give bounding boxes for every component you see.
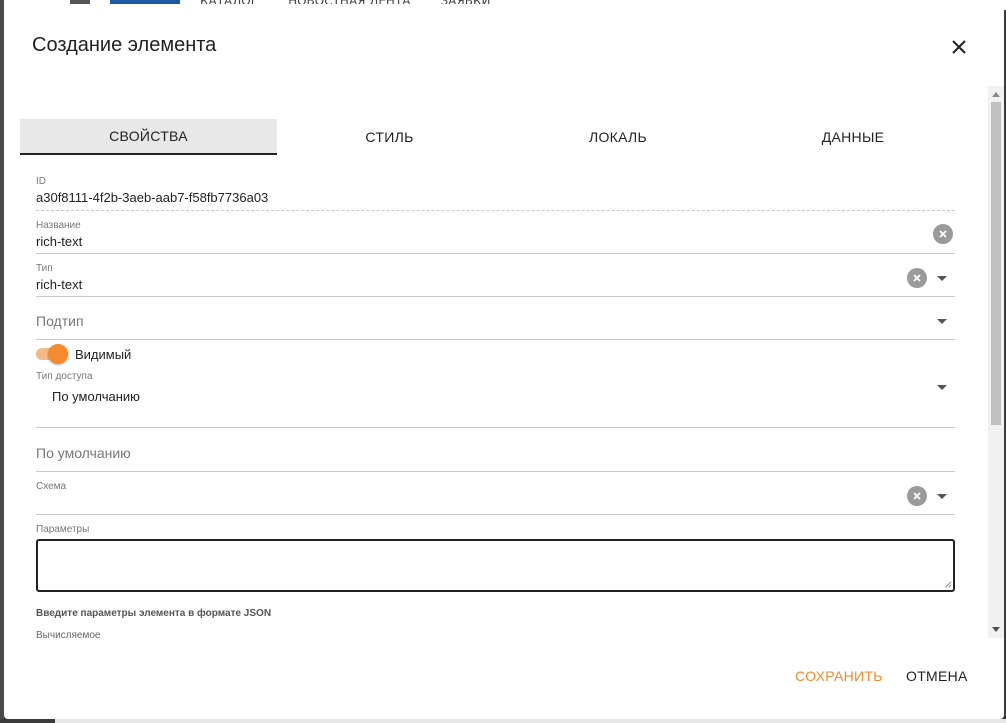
default-underline bbox=[36, 471, 955, 472]
schema-label: Схема bbox=[36, 481, 67, 492]
create-element-dialog bbox=[4, 4, 1004, 719]
clear-schema-icon[interactable] bbox=[907, 486, 927, 506]
schema-dropdown-arrow-icon[interactable] bbox=[937, 494, 947, 499]
default-field[interactable] bbox=[36, 438, 955, 472]
id-field bbox=[36, 176, 955, 212]
params-hint: Введите параметры элемента в формате JSON bbox=[36, 608, 272, 619]
name-field[interactable] bbox=[36, 220, 955, 254]
name-input[interactable]: rich-text bbox=[36, 234, 83, 249]
close-button[interactable] bbox=[944, 32, 974, 62]
type-dropdown-arrow-icon[interactable] bbox=[937, 276, 947, 281]
name-underline bbox=[36, 253, 955, 254]
computed-label: Вычисляемое bbox=[36, 630, 101, 641]
params-label: Параметры bbox=[36, 524, 90, 535]
tab-data[interactable]: ДАННЫЕ bbox=[821, 129, 885, 145]
background-footer bbox=[0, 719, 1006, 723]
resize-grip-icon[interactable] bbox=[944, 580, 952, 588]
access-type-field[interactable] bbox=[36, 371, 955, 429]
scroll-up-arrow-icon[interactable] bbox=[992, 92, 1000, 97]
id-underline bbox=[36, 210, 955, 211]
scrollbar[interactable] bbox=[988, 86, 1004, 638]
type-underline bbox=[36, 296, 955, 297]
type-label: Тип bbox=[36, 263, 53, 274]
access-type-label: Тип доступа bbox=[36, 371, 93, 382]
schema-field[interactable] bbox=[36, 481, 955, 515]
type-select[interactable]: rich-text bbox=[36, 277, 83, 292]
subtype-select[interactable]: Подтип bbox=[36, 313, 84, 329]
tab-style[interactable]: СТИЛЬ bbox=[365, 129, 414, 145]
id-value: a30f8111-4f2b-3aeb-aab7-f58fb7736a03 bbox=[36, 190, 269, 205]
access-dropdown-arrow-icon[interactable] bbox=[937, 385, 947, 390]
access-type-select[interactable]: По умолчанию bbox=[52, 389, 140, 404]
subtype-field[interactable] bbox=[36, 306, 955, 340]
name-label: Название bbox=[36, 220, 81, 231]
close-icon bbox=[951, 39, 967, 55]
clear-name-icon[interactable] bbox=[933, 224, 953, 244]
schema-underline bbox=[36, 514, 955, 515]
default-input[interactable]: По умолчанию bbox=[36, 445, 131, 461]
dialog-title: Создание элемента bbox=[32, 34, 217, 56]
clear-type-icon[interactable] bbox=[907, 268, 927, 288]
tab-locale[interactable]: ЛОКАЛЬ bbox=[588, 129, 648, 145]
subtype-dropdown-arrow-icon[interactable] bbox=[937, 319, 947, 324]
access-underline bbox=[36, 427, 955, 428]
cancel-button[interactable]: ОТМЕНА bbox=[906, 668, 968, 684]
subtype-underline bbox=[36, 339, 955, 340]
visible-toggle[interactable] bbox=[36, 346, 70, 362]
toggle-knob bbox=[48, 344, 68, 364]
params-label-row bbox=[36, 524, 955, 538]
type-field[interactable] bbox=[36, 263, 955, 297]
tab-properties[interactable]: СВОЙСТВА bbox=[20, 119, 277, 155]
id-label: ID bbox=[36, 176, 46, 187]
scroll-down-arrow-icon[interactable] bbox=[992, 627, 1000, 632]
tab-bar bbox=[20, 119, 956, 155]
params-textarea[interactable] bbox=[36, 539, 955, 592]
save-button[interactable]: СОХРАНИТЬ bbox=[795, 668, 883, 684]
visible-label: Видимый bbox=[75, 347, 132, 362]
scroll-thumb[interactable] bbox=[991, 102, 1001, 425]
